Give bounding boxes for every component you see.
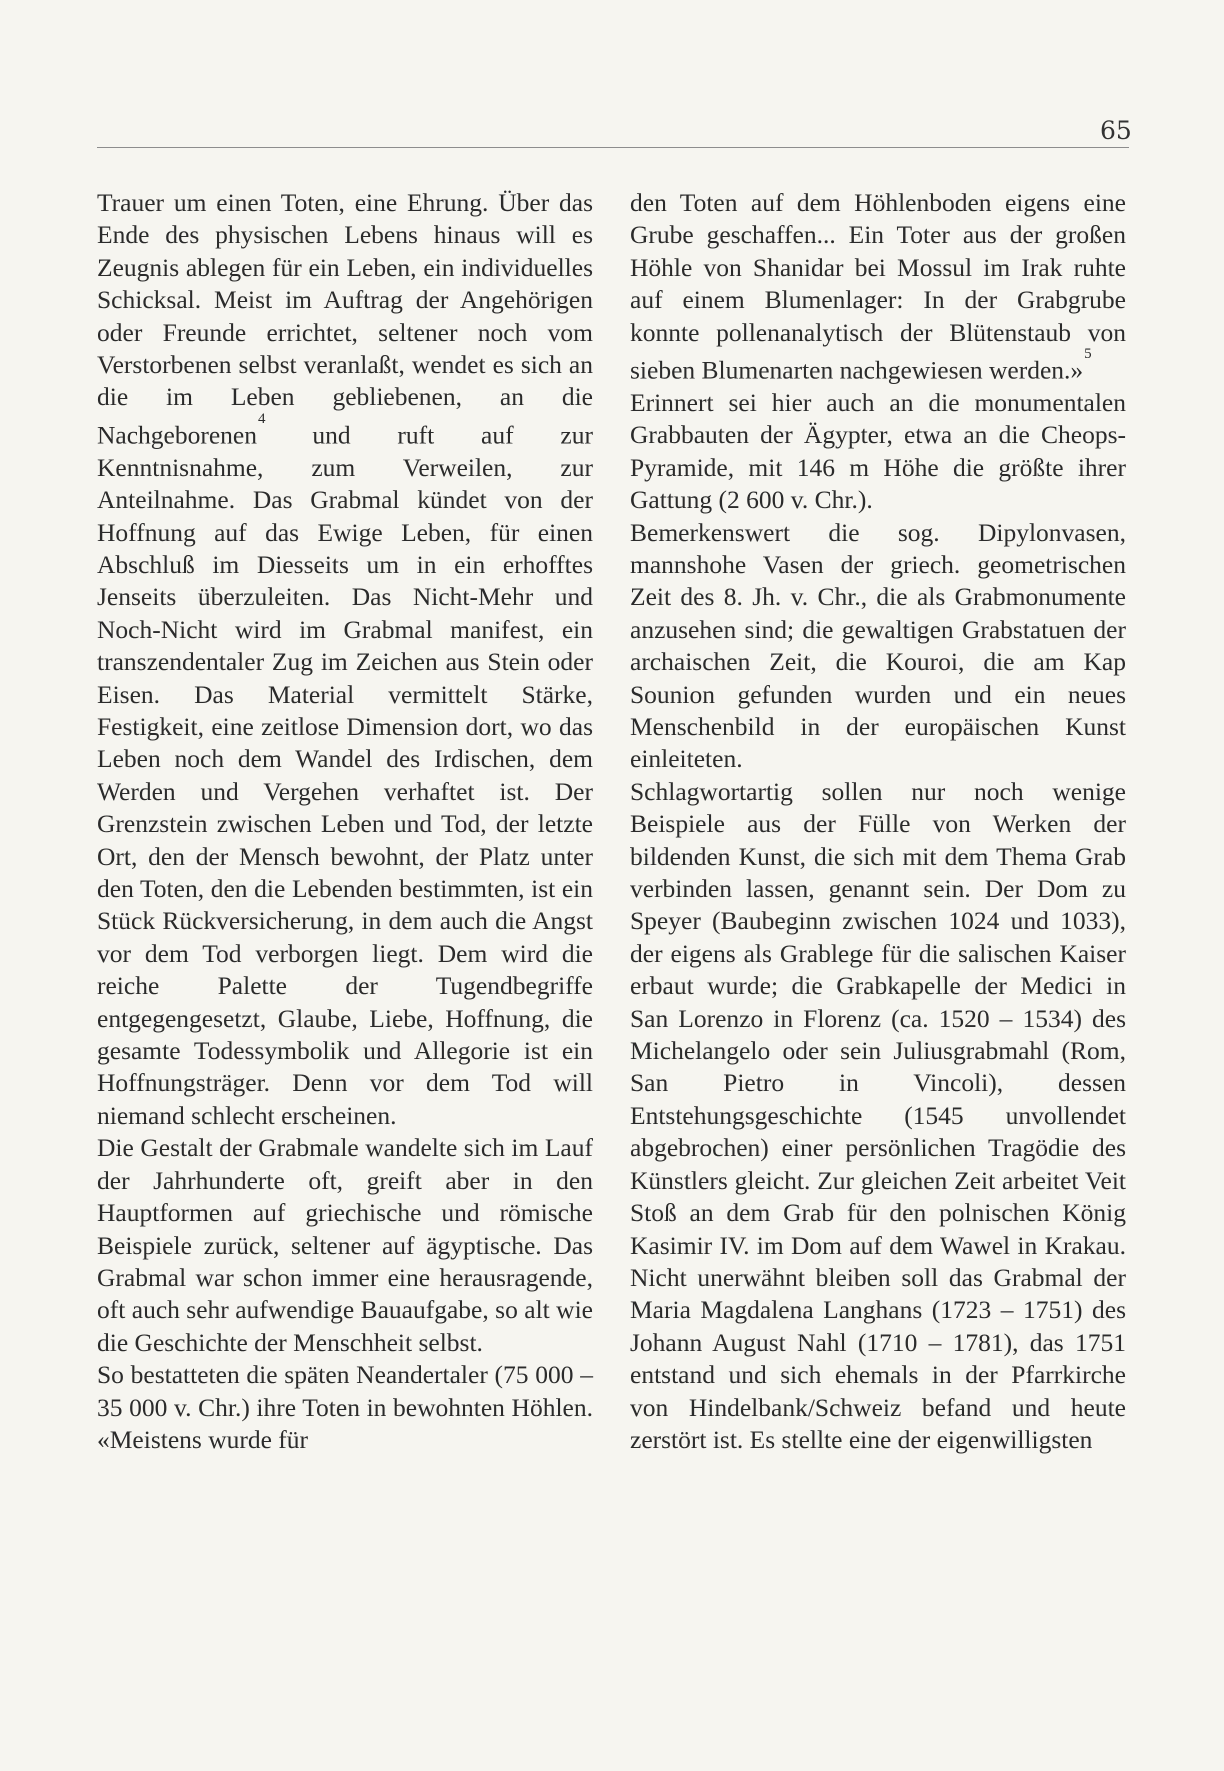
- paragraph: Bemerkenswert die sog. Dipylonvasen, mannshohe Vasen der griech. geometrischen Zeit des 8. Jh. v. Chr., die als Grabmonumente anzusehen sind; die gewaltigen Grabstatuen der archaischen Zeit, die Kouroi, die am Kap Sounion gefunden wurden und ein neues Menschenbild in der europäischen Kunst einleiteten.: [630, 517, 1126, 774]
- right-column: [630, 187, 1126, 1456]
- paragraph-text: den Toten auf dem Höhlenboden eigens eine Grube geschaffen... Ein Toter aus der großen Höhle von Shanidar bei Mossul im Irak ruhte auf einem Blumenlager: In der Grabgrube konnte pollenanalytisch der Blütenstaub von sieben Blumenarten nachgewiesen werden.»: [630, 188, 1126, 385]
- left-column: [97, 187, 593, 1456]
- page-number: 65: [1100, 116, 1132, 145]
- paragraph: So bestatteten die späten Neandertaler (75 000 – 35 000 v. Chr.) ihre Toten in bewohnten Höhlen. «Meistens wurde für: [97, 1360, 593, 1454]
- paragraph-text: und ruft auf zur Kenntnisnahme, zum Verweilen, zur Anteilnahme. Das Grabmal kündet von der Hoffnung auf das Ewige Leben, für einen Abschluß im Diesseits um in ein erhofftes Jenseits überzuleiten. Das Nicht-Mehr und Noch-Nicht wird im Grabmal manifest, ein transzendentaler Zug im Zeichen aus Stein oder Eisen. Das Material vermittelt Stärke, Festigkeit, eine zeitlose Dimension dort, wo das Leben noch dem Wandel des Irdischen, dem Werden und Vergehen verhaftet ist. Der Grenzstein zwischen Leben und Tod, der letzte Ort, den der Mensch bewohnt, der Platz unter den Toten, den die Lebenden bestimmten, ist ein Stück Rückversicherung, in dem auch die Angst vor dem Tod verborgen liegt. Dem wird die reiche Palette der Tugendbegriffe entgegengesetzt, Glaube, Liebe, Hoffnung, die gesamte Todessymbolik und Allegorie ist ein Hoffnungsträger. Denn vor dem Tod will niemand schlecht erscheinen.: [97, 420, 593, 1130]
- paragraph-text: Trauer um einen Toten, eine Ehrung. Über das Ende des physischen Lebens hinaus will es Zeugnis ablegen für ein Leben, ein individuelles Schicksal. Meist im Auftrag der Angehörigen oder Freunde errichtet, seltener noch vom Verstorbenen selbst veranlaßt, wendet es sich an die im Leben gebliebenen, an die Nachgeborenen: [97, 188, 593, 450]
- paragraph: Die Gestalt der Grabmale wandelte sich im Lauf der Jahrhunderte oft, greift aber in den Hauptformen auf griechische und römische Beispiele zurück, seltener auf ägyptische. Das Grabmal war schon immer eine herausragende, oft auch sehr aufwendige Bauaufgabe, so alt wie die Geschichte der Menschheit selbst.: [97, 1133, 593, 1357]
- paragraph: [97, 187, 593, 1132]
- header-rule: [97, 147, 1129, 148]
- paragraph: Erinnert sei hier auch an die monumentalen Grabbauten der Ägypter, etwa an die Cheops-Pyramide, mit 146 m Höhe die größte ihrer Gattung (2 600 v. Chr.).: [630, 387, 1126, 515]
- footnote-ref-5: 5: [1084, 346, 1092, 363]
- paragraph: Schlagwortartig sollen nur noch wenige Beispiele aus der Fülle von Werken der bildenden Kunst, die sich mit dem Thema Grab verbinden lassen, genannt sein. Der Dom zu Speyer (Baubeginn zwischen 1024 und 1033), der eigens als Grablege für die salischen Kaiser erbaut wurde; die Grabkapelle der Medici in San Lorenzo in Florenz (ca. 1520 – 1534) des Michelangelo oder sein Juliusgrabmahl (Rom, San Pietro in Vincoli), dessen Entstehungsgeschichte (1545 unvollendet abgebrochen) einer persönlichen Tragödie des Künstlers gleicht. Zur gleichen Zeit arbeitet Veit Stoß an dem Grab für den polnischen König Kasimir IV. im Dom auf dem Wawel in Krakau. Nicht unerwähnt bleiben soll das Grabmal der Maria Magdalena Langhans (1723 – 1751) des Johann August Nahl (1710 – 1781), das 1751 entstand und sich ehemals in der Pfarrkirche von Hindelbank/Schweiz befand und heute zerstört ist. Es stellte eine der eigenwilligsten: [630, 776, 1126, 1454]
- footnote-ref-4: 4: [258, 410, 266, 427]
- paragraph: [630, 187, 1126, 387]
